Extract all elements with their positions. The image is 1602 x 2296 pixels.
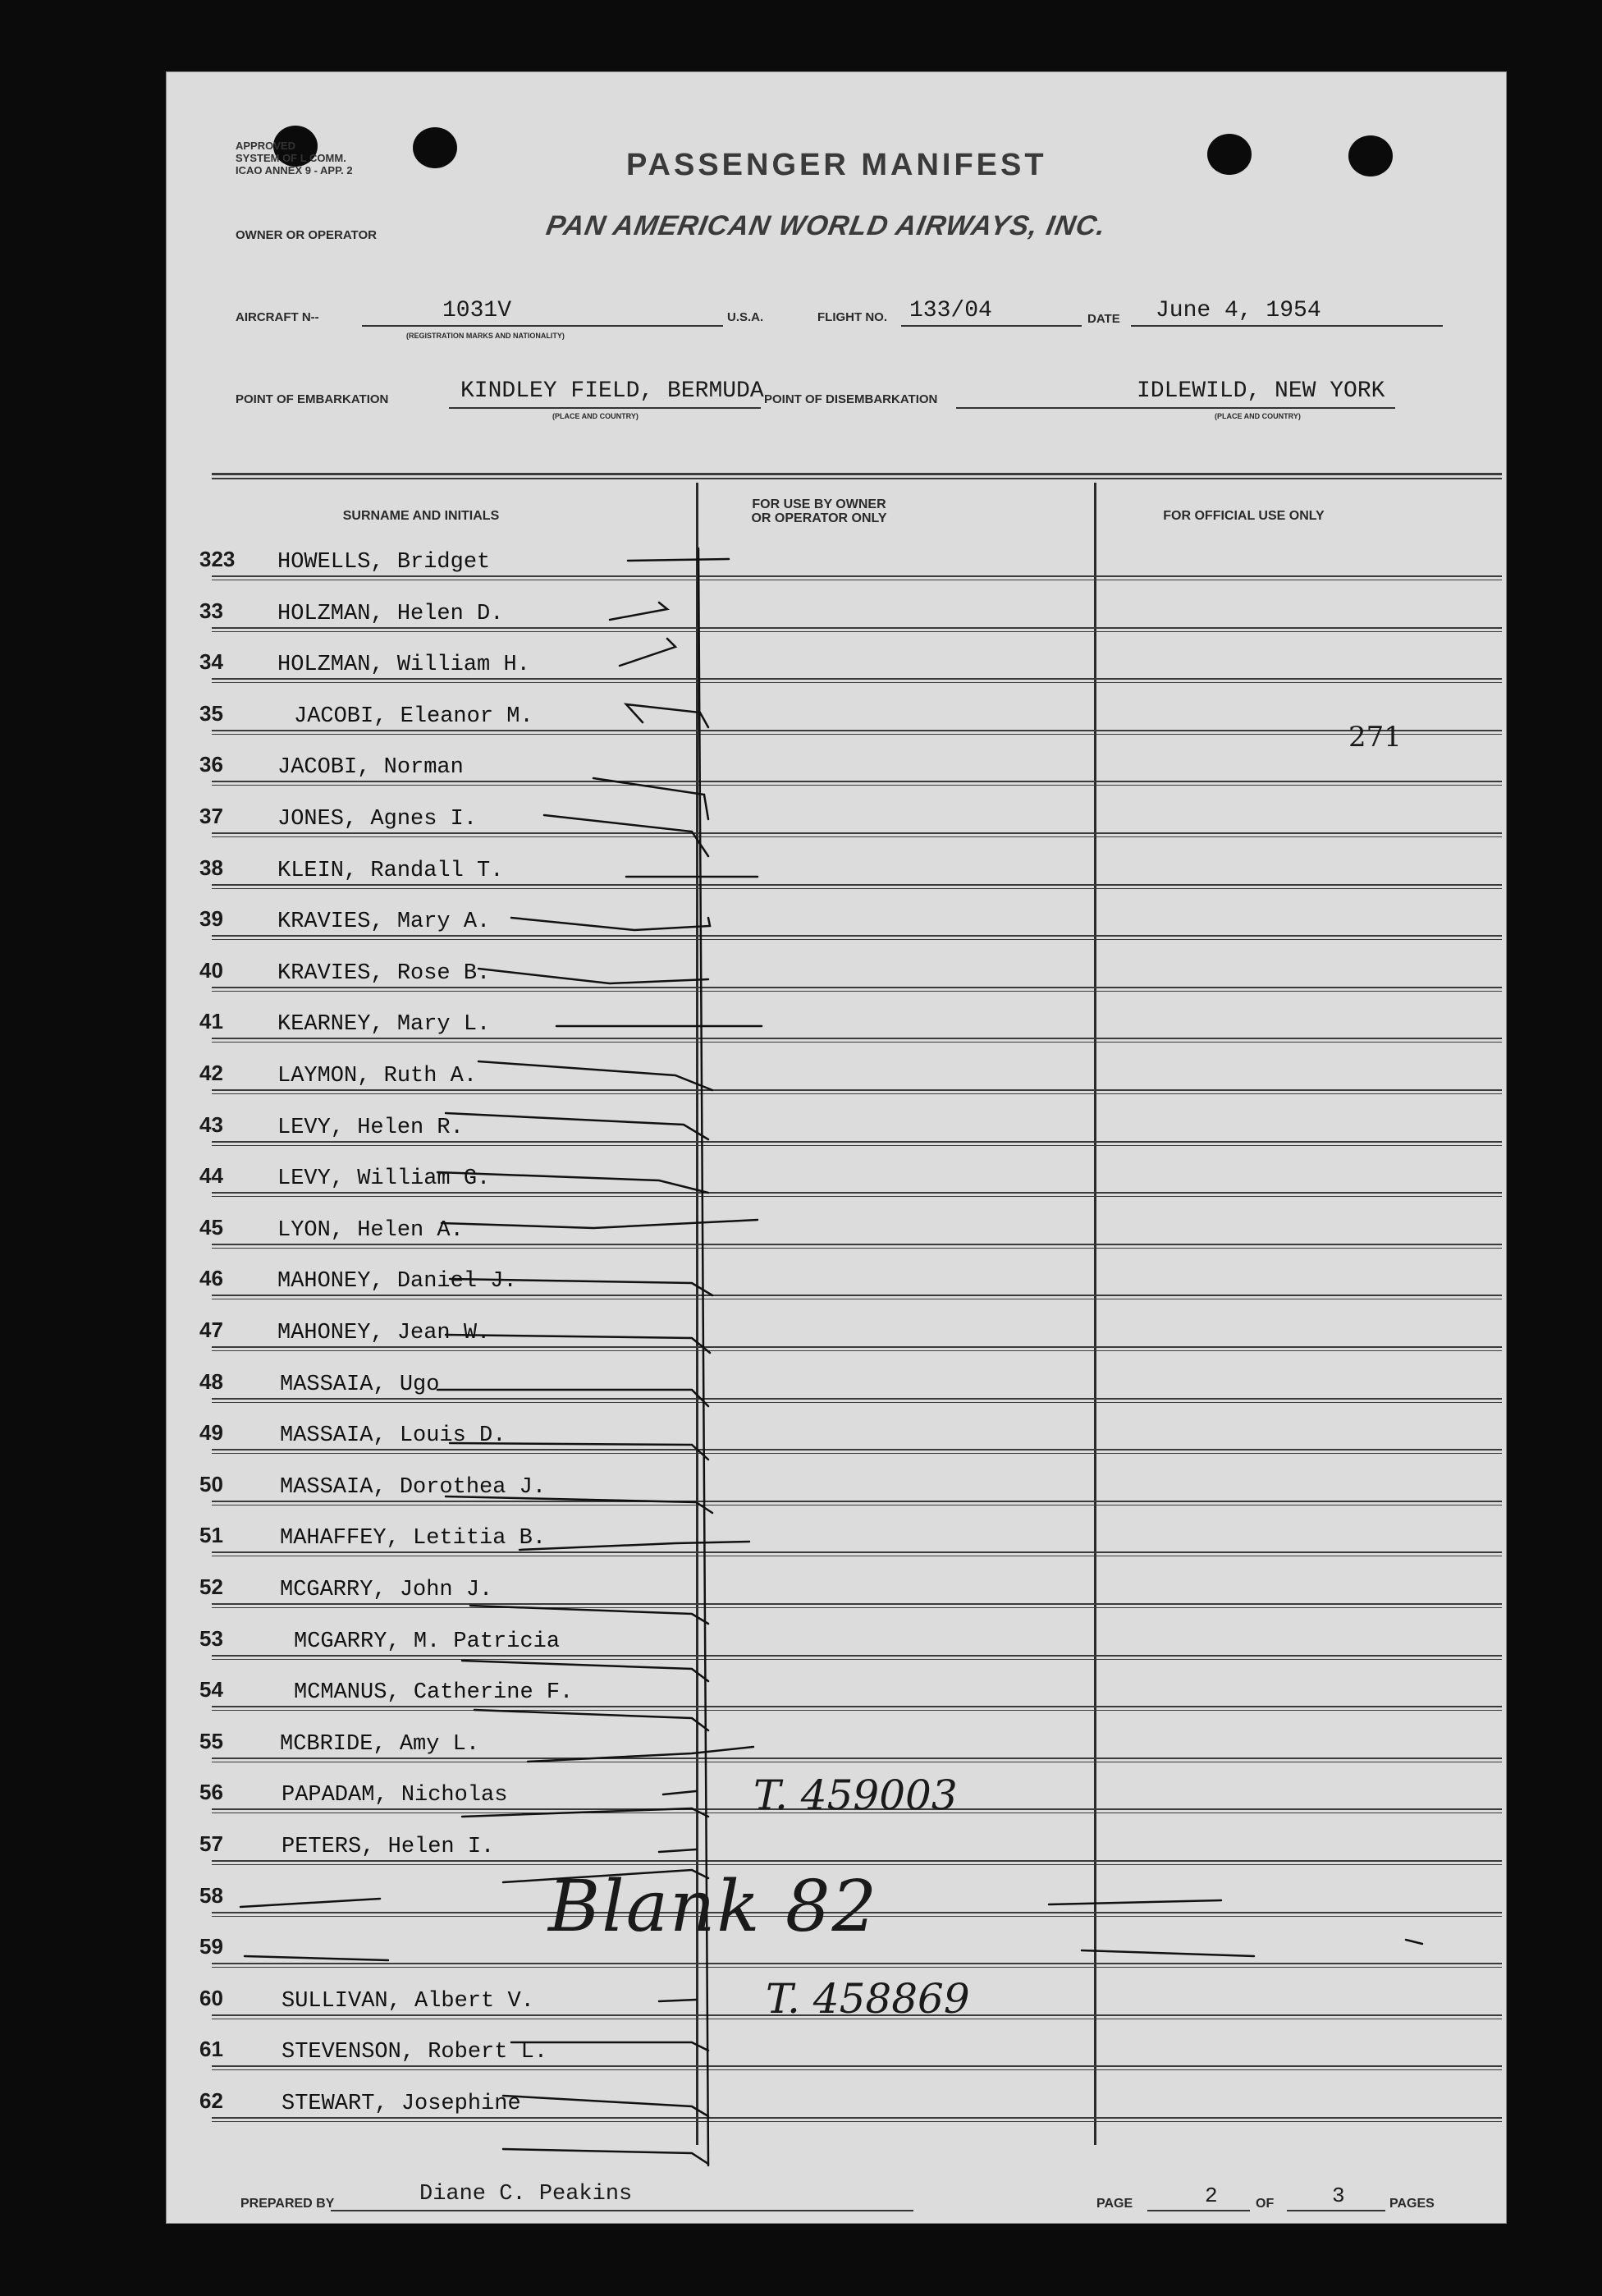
row-number: 56 [199, 1780, 223, 1805]
row-number: 39 [199, 906, 223, 932]
row-number: 42 [199, 1061, 223, 1085]
approval-line: ICAO ANNEX 9 - APP. 2 [236, 164, 353, 176]
prepared-value: Diane C. Peakins [419, 2182, 633, 2207]
pages-label: PAGES [1389, 2197, 1435, 2211]
prepared-label: PREPARED BY [240, 2197, 335, 2211]
passenger-name: STEWART, Josephine [281, 2092, 521, 2116]
passenger-name: MAHONEY, Daniel J. [277, 1269, 517, 1295]
date-label: DATE [1087, 312, 1120, 326]
disembark-value: IDLEWILD, NEW YORK [1137, 378, 1385, 404]
row-number: 44 [199, 1163, 223, 1189]
row-number: 53 [199, 1625, 223, 1651]
passenger-name: MAHONEY, Jean W. [277, 1321, 491, 1345]
passenger-name: MCBRIDE, Amy L. [280, 1731, 480, 1757]
row-number: 62 [199, 2088, 223, 2113]
owner-name: PAN AMERICAN WORLD AIRWAYS, INC. [543, 210, 1109, 241]
passenger-name: LAYMON, Ruth A. [277, 1064, 478, 1088]
passenger-name: PETERS, Helen I. [281, 1835, 495, 1859]
passenger-name: SULLIVAN, Albert V. [281, 1988, 534, 2014]
passenger-name: PAPADAM, Nicholas [281, 1783, 508, 1808]
row-number: 36 [199, 752, 223, 777]
passenger-name: MASSAIA, Dorothea J. [280, 1474, 547, 1500]
disembark-label: POINT OF DISEMBARKATION [764, 392, 938, 406]
passenger-name: LEVY, Helen R. [277, 1115, 464, 1140]
ticket-note-60: T. 458869 [766, 1975, 970, 2023]
passenger-name: JACOBI, Norman [277, 755, 464, 781]
row-number: 59 [199, 1934, 223, 1959]
passenger-name: MCGARRY, M. Patricia [294, 1629, 561, 1654]
row-number: 48 [199, 1368, 223, 1394]
approval-line: SYSTEM OF L COMM. [236, 152, 346, 164]
official-use-header: FOR OFFICIAL USE ONLY [1163, 509, 1325, 523]
row-number: 47 [199, 1318, 223, 1342]
page-label: PAGE [1096, 2197, 1133, 2211]
aircraft-value: 1031V [442, 298, 512, 323]
row-number: 41 [199, 1009, 223, 1034]
passenger-name: STEVENSON, Robert L. [281, 2040, 548, 2065]
row-number: 54 [199, 1677, 223, 1703]
row-number: 323 [199, 547, 236, 571]
ticket-note-56: T. 459003 [753, 1771, 958, 1819]
passenger-name: MCGARRY, John J. [280, 1578, 493, 1602]
row-number: 38 [199, 855, 223, 880]
passenger-name: KLEIN, Randall T. [277, 858, 504, 883]
form-title: PASSENGER MANIFEST [626, 148, 1047, 182]
owner-label: OWNER OR OPERATOR [236, 228, 377, 242]
aircraft-note: (REGISTRATION MARKS AND NATIONALITY) [406, 332, 565, 340]
row-number: 55 [199, 1728, 223, 1753]
row-number: 37 [199, 804, 223, 828]
embark-note: (PLACE AND COUNTRY) [552, 412, 639, 420]
row-number: 43 [199, 1111, 223, 1137]
passenger-name: MASSAIA, Louis D. [280, 1423, 506, 1449]
row-number: 51 [199, 1523, 223, 1548]
passenger-name: HOLZMAN, William H. [277, 653, 530, 678]
row-number: 33 [199, 598, 223, 623]
passenger-name: LYON, Helen A. [277, 1217, 464, 1243]
passenger-name: HOWELLS, Bridget [277, 550, 491, 575]
disembark-note: (PLACE AND COUNTRY) [1215, 412, 1301, 420]
row-number: 50 [199, 1471, 223, 1496]
passenger-name: LEVY, William G. [277, 1166, 491, 1192]
surname-header: SURNAME AND INITIALS [342, 509, 500, 523]
blank-note: Blank 82 [548, 1866, 879, 1948]
embark-value: KINDLEY FIELD, BERMUDA [460, 378, 764, 404]
row-number: 61 [199, 2037, 223, 2062]
row-number: 45 [199, 1214, 223, 1240]
passenger-name: KRAVIES, Rose B. [277, 960, 491, 986]
of-label: OF [1256, 2197, 1275, 2211]
pages-value: 3 [1332, 2184, 1345, 2208]
row-number: 49 [199, 1420, 223, 1446]
owner-use-header: FOR USE BY OWNER OR OPERATOR ONLY [751, 497, 887, 525]
approval-line: APPROVED [236, 140, 295, 152]
flight-value: 133/04 [909, 298, 992, 323]
passenger-name: MASSAIA, Ugo [280, 1372, 440, 1397]
date-value: June 4, 1954 [1156, 298, 1321, 323]
row-number: 46 [199, 1266, 223, 1291]
row-number: 35 [199, 700, 223, 726]
row-number: 58 [199, 1882, 223, 1908]
passenger-name: MCMANUS, Catherine F. [294, 1680, 574, 1706]
row-number: 60 [199, 1985, 223, 2010]
row-number: 34 [199, 649, 223, 675]
page-value: 2 [1205, 2184, 1218, 2208]
manifest-sheet [167, 72, 1506, 2223]
official-note: 271 [1348, 721, 1402, 754]
passenger-name: MAHAFFEY, Letitia B. [280, 1526, 547, 1551]
passenger-name: JONES, Agnes I. [277, 807, 478, 832]
passenger-name: JACOBI, Eleanor M. [294, 703, 533, 729]
aircraft-label: AIRCRAFT N-- [236, 310, 319, 324]
embark-label: POINT OF EMBARKATION [236, 392, 389, 406]
row-number: 40 [199, 957, 223, 983]
passenger-name: KEARNEY, Mary L. [277, 1012, 491, 1038]
passenger-name: KRAVIES, Mary A. [277, 910, 491, 935]
passenger-name: HOLZMAN, Helen D. [277, 601, 504, 626]
usa-label: U.S.A. [727, 310, 764, 324]
row-number: 57 [199, 1831, 223, 1856]
flight-label: FLIGHT NO. [817, 310, 887, 324]
row-number: 52 [199, 1574, 223, 1599]
